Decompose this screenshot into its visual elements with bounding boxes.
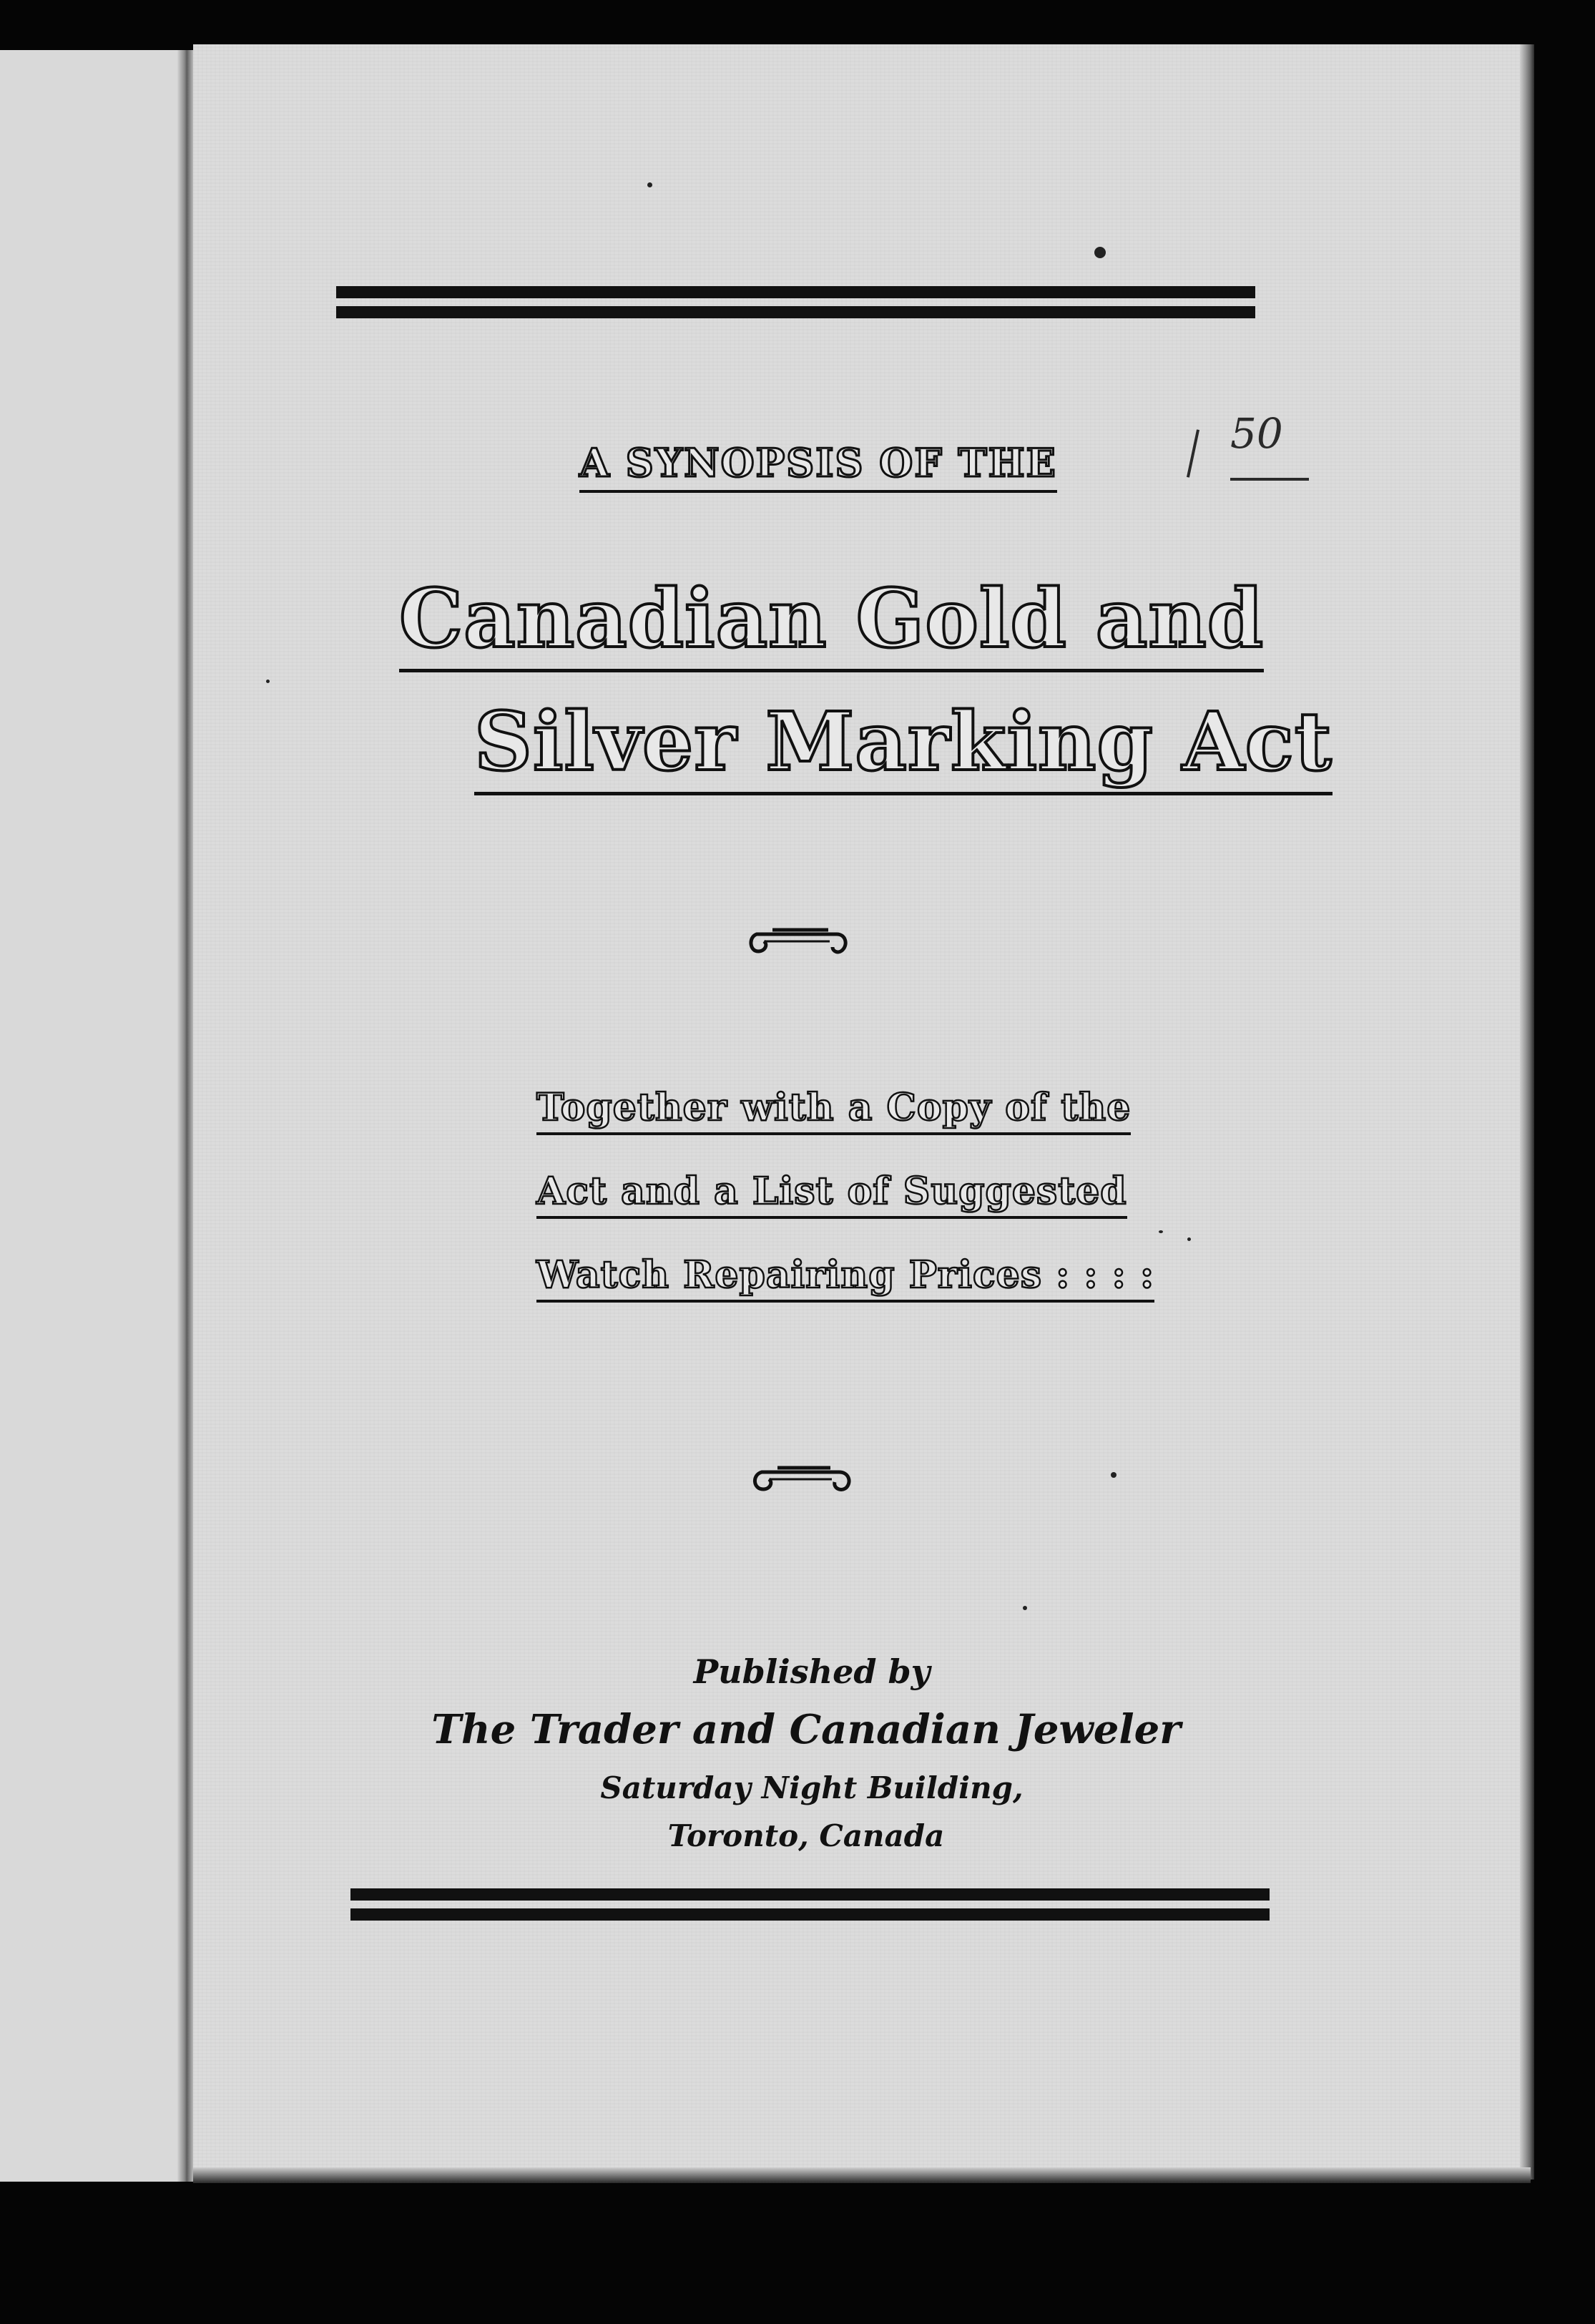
bottom-double-rule xyxy=(350,1888,1270,1928)
subtitle-line-2: Act and a List of Suggested xyxy=(536,1170,1127,1219)
page-edge-bottom xyxy=(193,2167,1531,2183)
rule-line xyxy=(350,1888,1270,1901)
title-line-1: Canadian Gold and xyxy=(399,572,1264,672)
facing-page xyxy=(0,50,192,2182)
handwritten-note: 50 xyxy=(1230,409,1283,458)
pencil-underline xyxy=(1230,478,1309,481)
synopsis-heading: A SYNOPSIS OF THE xyxy=(579,440,1057,493)
scroll-ornament-icon xyxy=(744,923,851,958)
published-by-label: Published by xyxy=(693,1652,931,1691)
ink-speck xyxy=(1187,1237,1191,1241)
ink-speck xyxy=(1094,247,1106,258)
publisher-building: Saturday Night Building, xyxy=(600,1770,1024,1805)
rule-line xyxy=(336,286,1255,298)
top-double-rule xyxy=(336,286,1255,326)
title-line-2: Silver Marking Act xyxy=(474,695,1333,795)
subtitle-line-1: Together with a Copy of the xyxy=(536,1086,1131,1135)
binding-edge xyxy=(177,50,193,2182)
page-edge-right xyxy=(1520,44,1534,2180)
rule-line xyxy=(336,306,1255,318)
publisher-name: The Trader and Canadian Jeweler xyxy=(431,1706,1181,1753)
ink-speck xyxy=(1159,1230,1163,1233)
publisher-city: Toronto, Canada xyxy=(667,1818,945,1853)
subtitle-line-3: Watch Repairing Prices : : : : xyxy=(536,1253,1154,1303)
ink-speck xyxy=(647,182,652,187)
ink-speck xyxy=(1111,1472,1116,1478)
ink-speck xyxy=(266,680,270,683)
ink-speck xyxy=(1023,1606,1027,1610)
rule-line xyxy=(350,1908,1270,1921)
scroll-ornament-icon xyxy=(747,1459,855,1495)
